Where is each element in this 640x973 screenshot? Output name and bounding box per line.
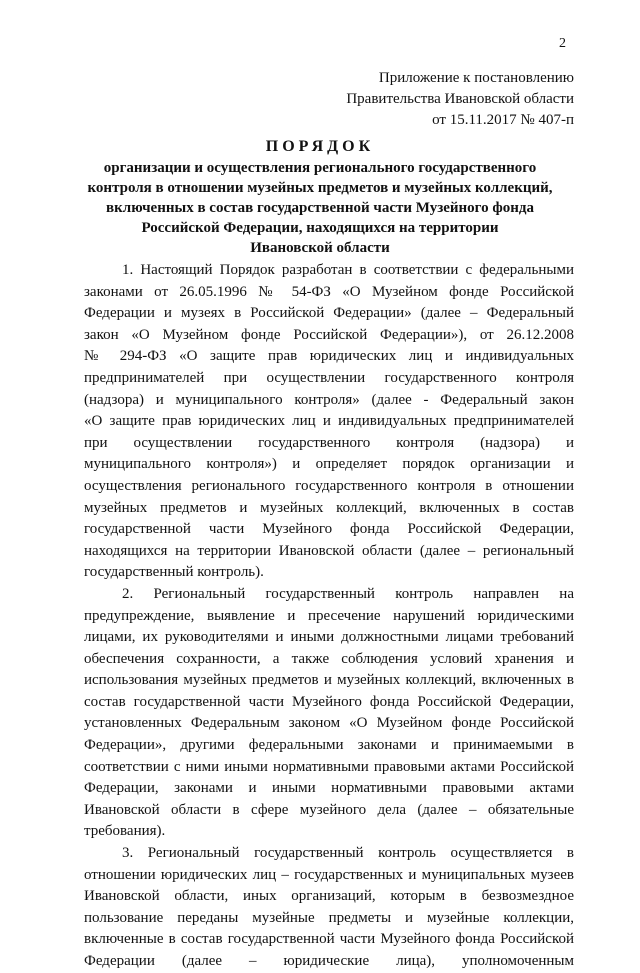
title-line: организации и осуществления регионального государственного — [103, 160, 537, 176]
body-line: Федерации», другими федеральными законами и принимаемыми в — [84, 737, 574, 754]
page-number: 2 — [559, 36, 566, 51]
body-line: обеспечения сохранности, а также соблюдения условий хранения и — [84, 650, 574, 667]
body-line: соответствии с ними иными нормативными правовыми актами Российской — [84, 758, 574, 775]
body-line: находящихся на территории Ивановской области (далее – региональный — [84, 542, 574, 559]
body-line: (надзора) и муниципального контроля» (далее - Федеральный закон — [84, 391, 574, 408]
body-line: Ивановской области в сфере музейного дела (далее – обязательные — [84, 801, 574, 818]
body-line: Федерации и музеях в Российской Федерации» (далее – Федеральный — [84, 305, 574, 322]
body-line: музейных предметов и музейных коллекций, включенных в состав — [84, 499, 574, 516]
body-line: № 294-ФЗ «О защите прав юридических лиц и индивидуальных — [84, 348, 574, 365]
appendix-line: Правительства Ивановской области — [346, 91, 574, 107]
body-line: при осуществлении государственного контроля (надзора) и — [84, 434, 574, 451]
body-line: лицами, их руководителями и иными должностными лицами требований — [84, 629, 574, 646]
body-line: 3. Региональный государственный контроль осуществляется в — [122, 845, 574, 862]
body-line: отношении юридических лиц – государственных и муниципальных музеев — [84, 866, 574, 883]
document-body — [84, 260, 574, 973]
title-line: контроля в отношении музейных предметов и музейных коллекций, — [87, 180, 553, 196]
body-line: требования). — [84, 823, 166, 840]
body-line: муниципального контроля») и определяет порядок организации и — [84, 456, 574, 473]
body-line: предупреждение, выявление и пресечение нарушений юридическими — [84, 607, 574, 624]
body-line: законами от 26.05.1996 № 54-ФЗ «О Музейном фонде Российской — [84, 283, 574, 300]
body-line: включенные в состав государственной части Музейного фонда Российской — [84, 931, 574, 948]
body-line: предпринимателей при осуществлении государственного контроля — [84, 369, 574, 386]
body-line: 2. Региональный государственный контроль направлен на — [122, 585, 574, 602]
body-line: установленных Федеральным законом «О Музейном фонде Российской — [84, 715, 574, 732]
title-main: ПОРЯДОК — [265, 138, 375, 155]
title-line: Российской Федерации, находящихся на территории — [141, 220, 499, 236]
body-line: состав государственной части Музейного фонда Российской Федерации, — [84, 693, 574, 710]
body-line: государственной части Музейного фонда Российской Федерации, — [84, 521, 574, 538]
title-line: Ивановской области — [250, 240, 390, 256]
body-line: Ивановской области, иных организаций, которым в безвозмездное — [84, 888, 574, 905]
appendix-line: Приложение к постановлению — [378, 70, 574, 86]
body-line: закон «О Музейном фонде Российской Федерации»), от 26.12.2008 — [84, 326, 574, 343]
title-line: включенных в состав государственной части Музейного фонда — [106, 200, 534, 216]
body-line: государственный контроль). — [84, 564, 264, 581]
body-line: осуществления регионального государственного контроля в отношении — [84, 477, 574, 494]
body-line: Федерации, законами и иными нормативными правовыми актами — [84, 780, 574, 797]
appendix-line: от 15.11.2017 № 407-п — [432, 112, 574, 128]
body-line: 1. Настоящий Порядок разработан в соответствии с федеральными — [122, 262, 574, 278]
body-line: «О защите прав юридических лиц и индивидуальных предпринимателей — [84, 413, 574, 430]
appendix-block — [346, 68, 574, 131]
document-title — [70, 136, 570, 258]
body-line: Федерации (далее – юридические лица), уполномоченным — [84, 953, 574, 969]
body-line: пользование переданы музейные предметы и музейные коллекции, — [84, 909, 574, 926]
body-line: использования музейных предметов и музейных коллекций, включенных в — [84, 672, 574, 689]
